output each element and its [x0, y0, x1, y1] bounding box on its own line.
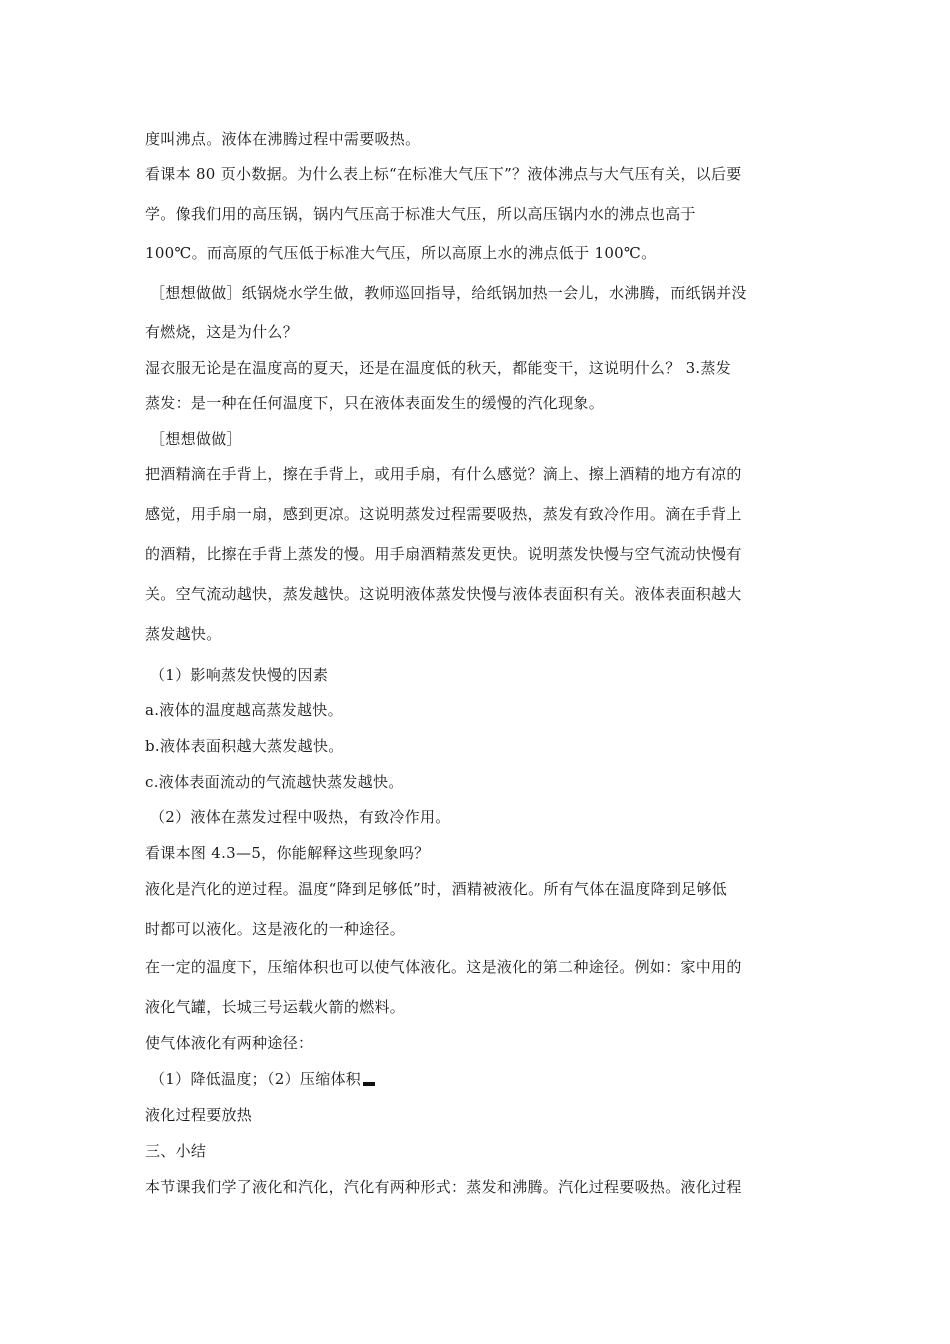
text-line-18: c.液体表面流动的气流越快蒸发越快。: [145, 773, 404, 791]
text-line-6: 有燃烧，这是为什么？: [145, 323, 299, 341]
text-line-5: ［想想做做］纸锅烧水学生做，教师巡回指导，给纸锅加热一会儿，水沸腾，而纸锅并没: [150, 284, 747, 302]
text-line-23: 在一定的温度下，压缩体积也可以使气体液化。这是液化的第二种途径。例如：家中用的: [145, 958, 742, 976]
text-line-12: 的酒精，比擦在手背上蒸发的慢。用手扇酒精蒸发更快。说明蒸发快慢与空气流动快慢有: [145, 545, 742, 563]
text-line-14: 蒸发越快。: [145, 625, 222, 643]
text-line-21: 液化是汽化的逆过程。温度“降到足够低”时，酒精被液化。所有气体在温度降到足够低: [145, 880, 728, 898]
text-line-27: 液化过程要放热: [145, 1106, 253, 1124]
text-line-17: b.液体表面积越大蒸发越快。: [145, 737, 344, 755]
text-line-13: 关。空气流动越快，蒸发越快。这说明液体蒸发快慢与液体表面积有关。液体表面积越大: [145, 585, 742, 603]
text-line-1: 度叫沸点。液体在沸腾过程中需要吸热。: [145, 130, 421, 148]
text-line-20: 看课本图 4.3—5，你能解释这些现象吗？: [145, 844, 430, 862]
text-line-26: [150, 1069, 820, 1089]
text-line-19: （2）液体在蒸发过程中吸热，有致冷作用。: [150, 808, 451, 826]
text-line-24: 液化气罐，长城三号运载火箭的燃料。: [145, 998, 406, 1016]
text-line-8: 蒸发：是一种在任何温度下，只在液体表面发生的缓慢的汽化现象。: [145, 394, 605, 412]
text-line-11: 感觉，用手扇一扇，感到更凉。这说明蒸发过程需要吸热，蒸发有致冷作用。滴在手背上: [145, 505, 742, 523]
text-line-7: 湿衣服无论是在温度高的夏天，还是在温度低的秋天，都能变干，这说明什么？ 3.蒸发: [145, 359, 732, 377]
text-line-16: a.液体的温度越高蒸发越快。: [145, 701, 343, 719]
text-line-9: ［想想做做］: [150, 430, 242, 448]
edit-mark-icon: [363, 1082, 375, 1086]
text-line-15: （1）影响蒸发快慢的因素: [150, 666, 329, 684]
text-line-2: 看课本 80 页小数据。为什么表上标“在标准大气压下”？液体沸点与大气压有关，以后要: [145, 165, 742, 183]
text-line-29: 本节课我们学了液化和汽化，汽化有两种形式：蒸发和沸腾。汽化过程要吸热。液化过程: [145, 1178, 742, 1196]
section-heading-summary: 三、小结: [145, 1142, 207, 1160]
text-line-10: 把酒精滴在手背上，擦在手背上，或用手扇，有什么感觉？滴上、擦上酒精的地方有凉的: [145, 465, 742, 483]
text-line-26-content: （1）降低温度；（2）压缩体积: [150, 1070, 362, 1088]
text-line-4: 100℃。而高原的气压低于标准大气压，所以高原上水的沸点低于 100℃。: [145, 244, 657, 262]
text-line-3: 学。像我们用的高压锅，锅内气压高于标准大气压，所以高压锅内水的沸点也高于: [145, 205, 696, 223]
text-line-22: 时都可以液化。这是液化的一种途径。: [145, 920, 406, 938]
text-line-25: 使气体液化有两种途径：: [145, 1034, 314, 1052]
